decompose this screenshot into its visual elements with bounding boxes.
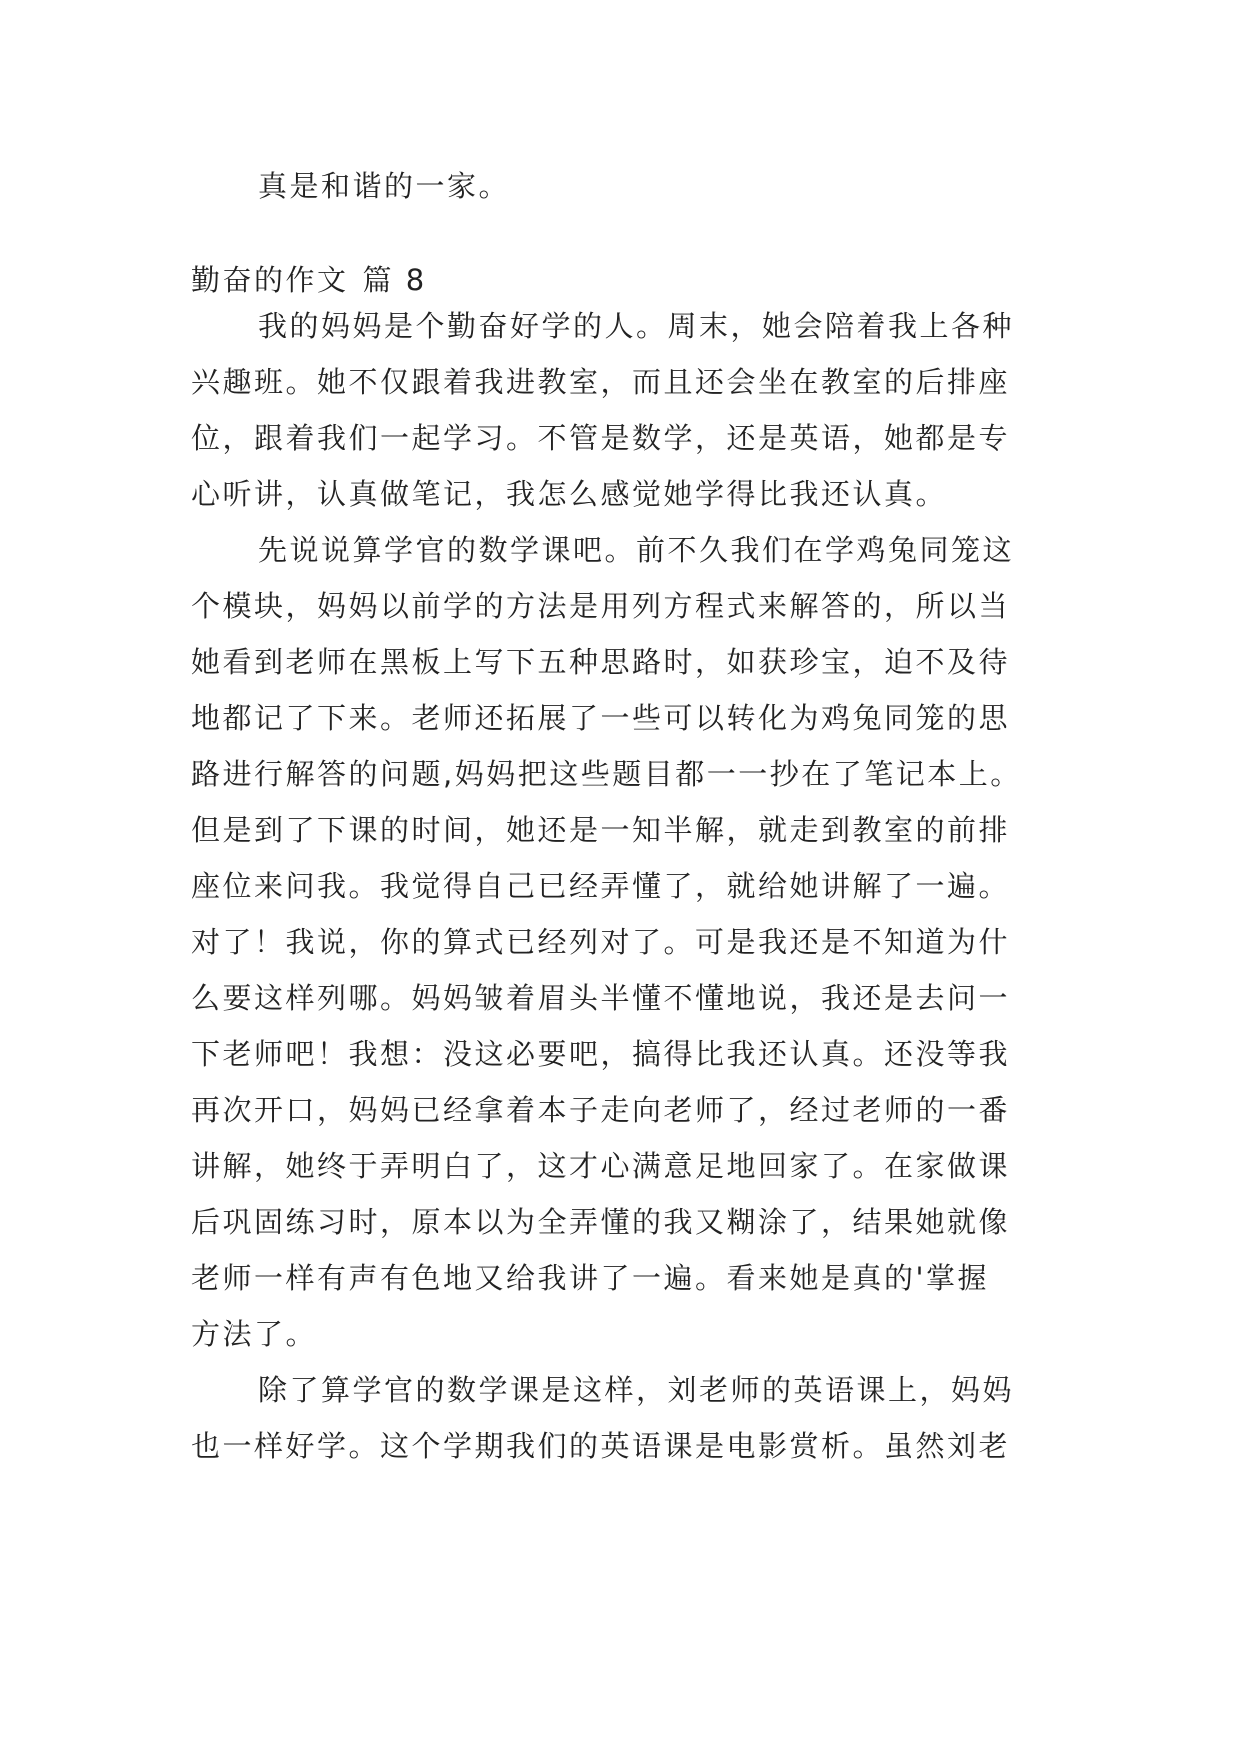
paragraph-line: 我的妈妈是个勤奋好学的人。周末，她会陪着我上各种 [258, 309, 1015, 343]
intro-line: 真是和谐的一家。 [258, 169, 511, 203]
paragraph-line: 除了算学官的数学课是这样，刘老师的英语课上，妈妈 [258, 1373, 1015, 1407]
paragraph-line: 兴趣班。她不仅跟着我进教室，而且还会坐在教室的后排座 [191, 365, 1011, 399]
paragraph-line: 先说说算学官的数学课吧。前不久我们在学鸡兔同笼这 [258, 533, 1015, 567]
paragraph-line: 后巩固练习时，原本以为全弄懂的我又糊涂了，结果她就像 [191, 1205, 1011, 1239]
heading-section-number: 篇 8 [362, 263, 427, 297]
paragraph-line: 老师一样有声有色地又给我讲了一遍。看来她是真的'掌握 [191, 1261, 989, 1295]
paragraph-line: 个模块，妈妈以前学的方法是用列方程式来解答的，所以当 [191, 589, 1011, 623]
paragraph-line: 讲解，她终于弄明白了，这才心满意足地回家了。在家做课 [191, 1149, 1011, 1183]
paragraph-line: 路进行解答的问题,妈妈把这些题目都一一抄在了笔记本上。 [191, 757, 1022, 791]
paragraph-line: 方法了。 [191, 1317, 318, 1351]
paragraph-line: 再次开口，妈妈已经拿着本子走向老师了，经过老师的一番 [191, 1093, 1011, 1127]
heading-title: 勤奋的作文 [191, 263, 349, 297]
paragraph-line: 她看到老师在黑板上写下五种思路时，如获珍宝，迫不及待 [191, 645, 1011, 679]
paragraph-line: 位，跟着我们一起学习。不管是数学，还是英语，她都是专 [191, 421, 1011, 455]
paragraph-line: 下老师吧！我想：没这必要吧，搞得比我还认真。还没等我 [191, 1037, 1011, 1071]
paragraph-line: 心听讲，认真做笔记，我怎么感觉她学得比我还认真。 [191, 477, 948, 511]
paragraph-line: 也一样好学。这个学期我们的英语课是电影赏析。虽然刘老 [191, 1429, 1011, 1463]
paragraph-line: 座位来问我。我觉得自己已经弄懂了，就给她讲解了一遍。 [191, 869, 1011, 903]
paragraph-line: 对了！我说，你的算式已经列对了。可是我还是不知道为什 [191, 925, 1011, 959]
section-heading [191, 254, 427, 306]
paragraph-line: 但是到了下课的时间，她还是一知半解，就走到教室的前排 [191, 813, 1011, 847]
paragraph-line: 地都记了下来。老师还拓展了一些可以转化为鸡兔同笼的思 [191, 701, 1011, 735]
paragraph-line: 么要这样列哪。妈妈皱着眉头半懂不懂地说，我还是去问一 [191, 981, 1011, 1015]
